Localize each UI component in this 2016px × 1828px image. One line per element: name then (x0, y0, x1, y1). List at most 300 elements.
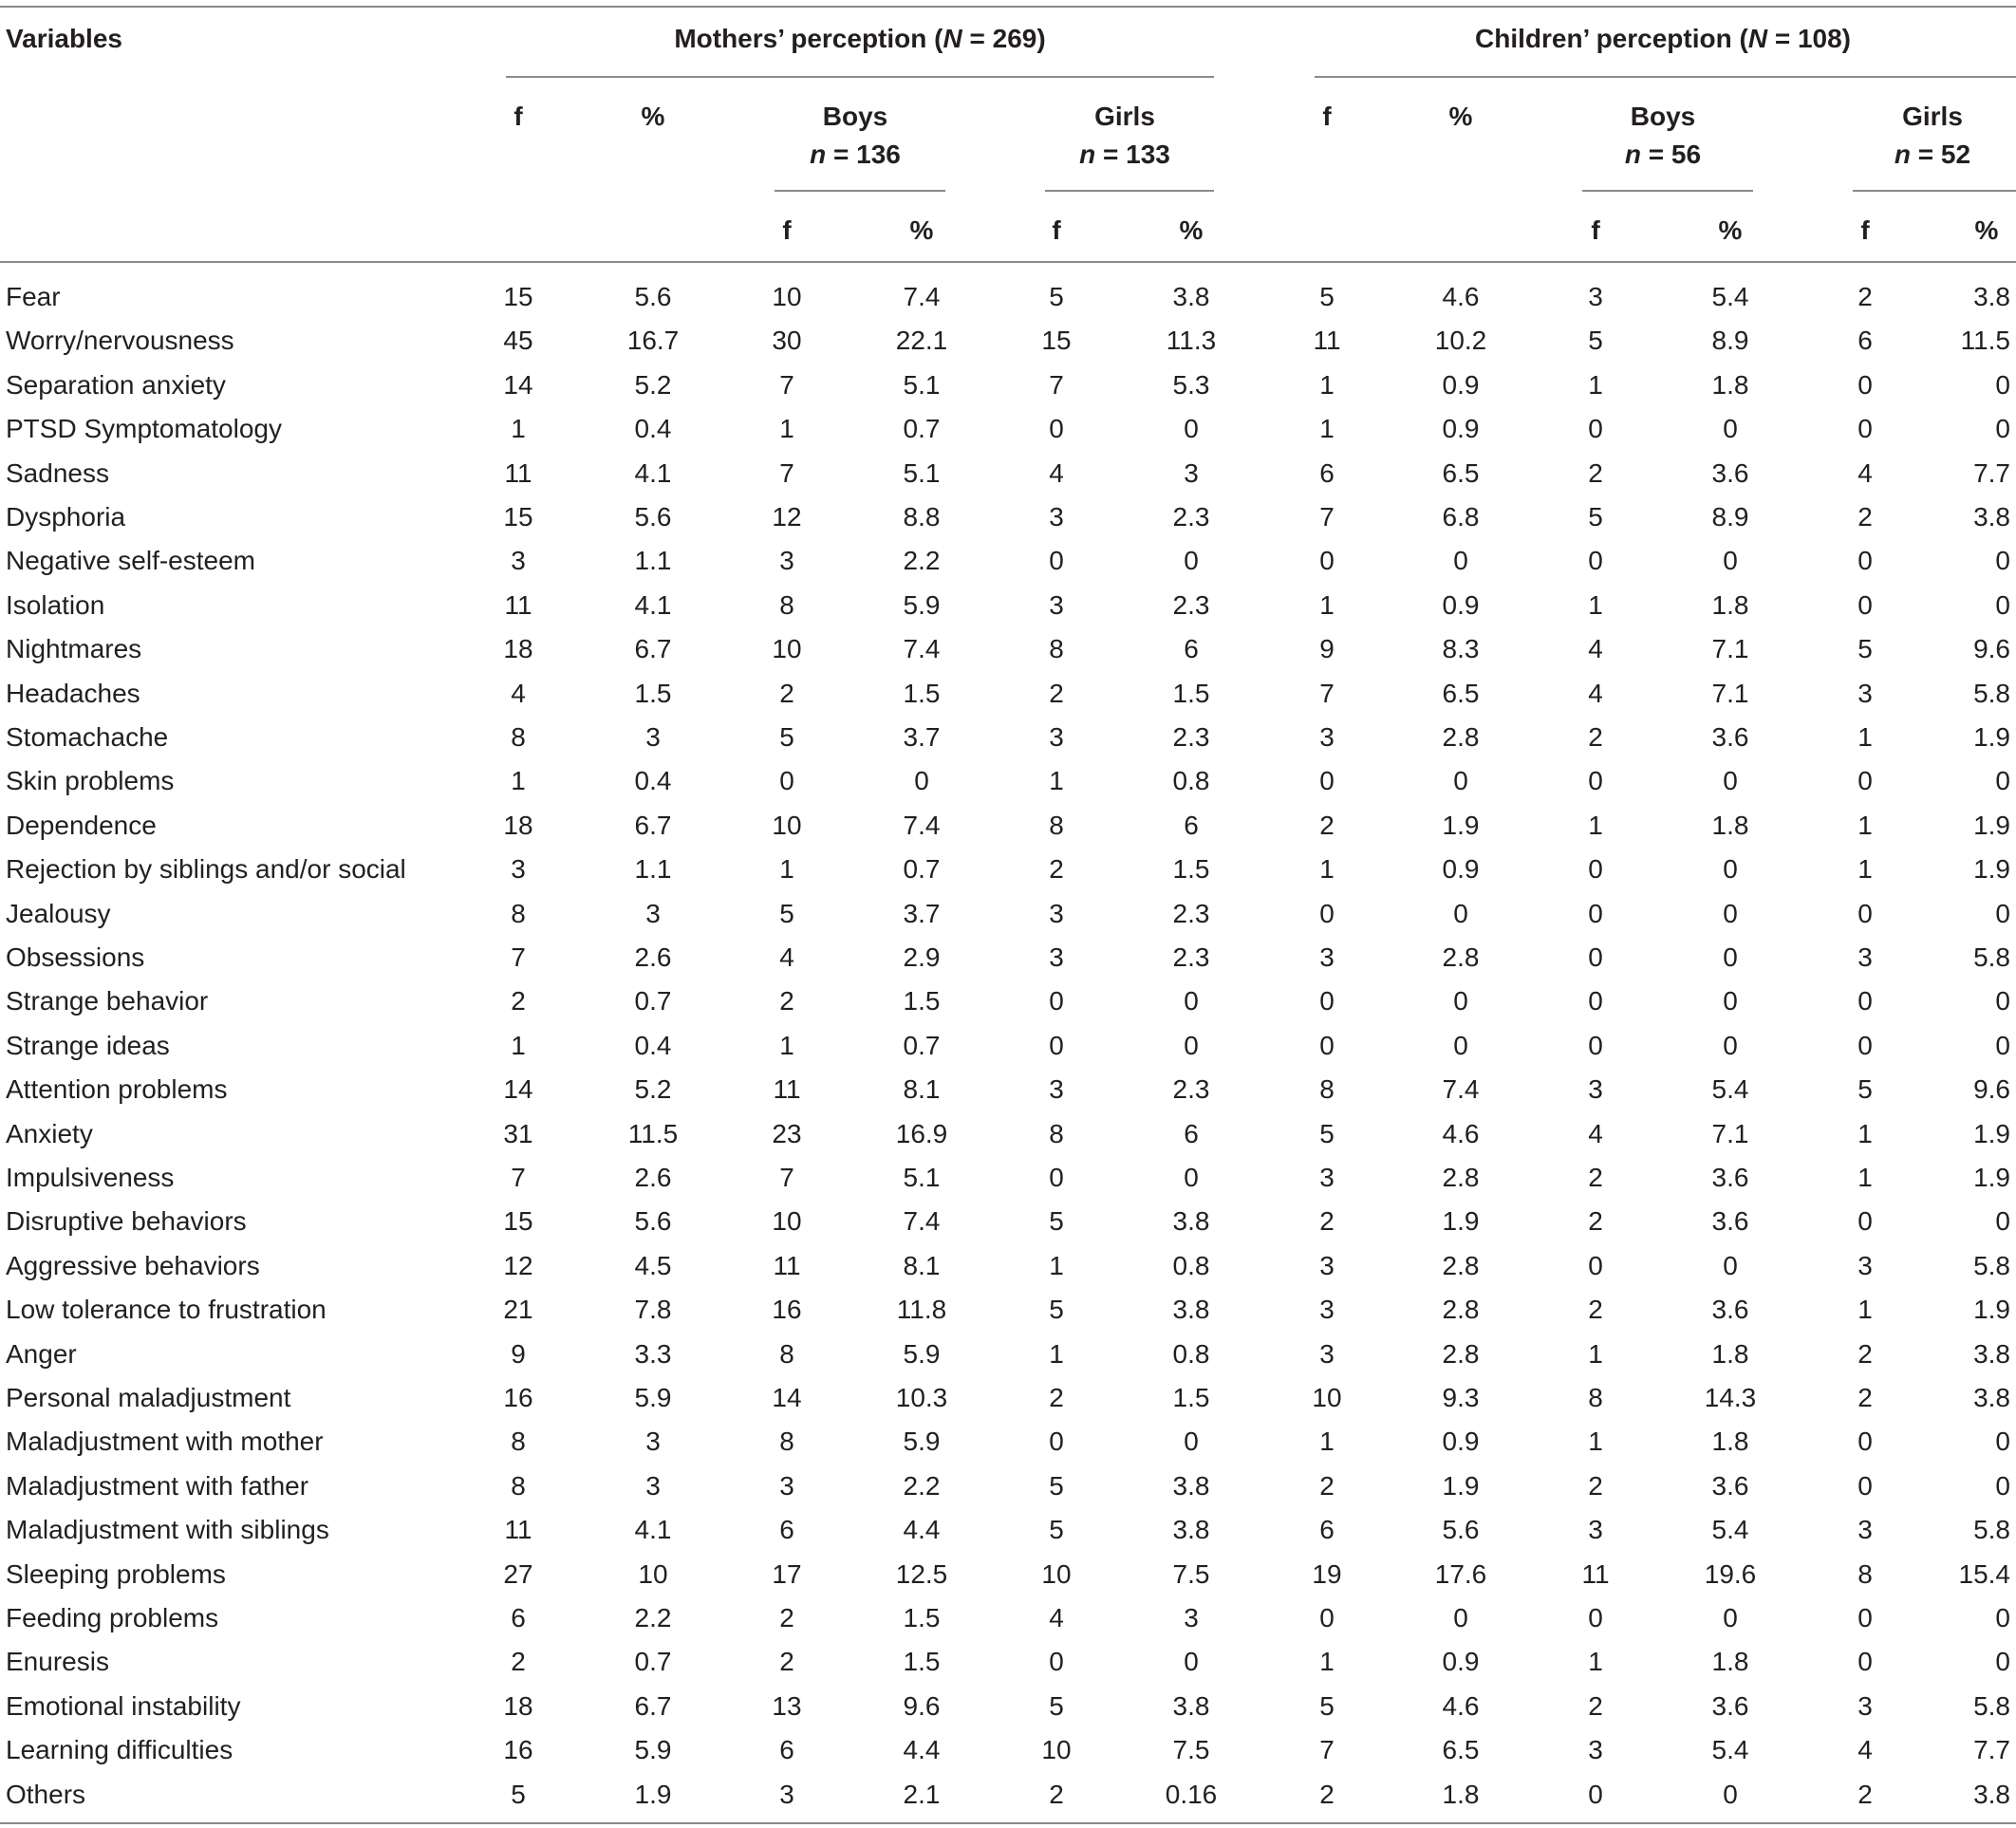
cell-children-f: 3 (1319, 942, 1335, 972)
cell-mothers-boys-pct: 10.3 (895, 1383, 948, 1412)
cell-mothers-boys-pct: 2.9 (903, 942, 941, 972)
mothers-pct-header: % (641, 102, 665, 131)
cell-children-girls-f: 1 (1857, 1118, 1873, 1148)
cell-mothers-girls-f: 2 (1049, 854, 1064, 885)
cell-mothers-pct: 1.5 (634, 678, 672, 708)
mothers-girls-pct-header: % (1179, 215, 1204, 245)
cell-children-pct: 0 (1453, 1030, 1468, 1060)
cell-children-boys-pct: 0 (1723, 1030, 1738, 1060)
cell-mothers-f: 18 (503, 1690, 533, 1721)
cell-children-girls-pct: 0 (1995, 1030, 2010, 1060)
cell-mothers-boys-f: 4 (779, 942, 794, 972)
cell-mothers-girls-pct: 3.8 (1172, 1206, 1210, 1237)
cell-mothers-pct: 5.6 (634, 1206, 672, 1237)
cell-children-f: 0 (1319, 1603, 1335, 1632)
table-row (0, 364, 2016, 407)
cell-mothers-f: 15 (503, 282, 533, 311)
cell-mothers-girls-f: 3 (1049, 898, 1064, 928)
cell-children-girls-pct: 0 (1995, 1603, 2010, 1632)
cell-children-girls-f: 0 (1857, 589, 1873, 620)
cell-mothers-girls-pct: 2.3 (1172, 898, 1210, 928)
cell-mothers-boys-pct: 0 (914, 766, 929, 796)
cell-children-girls-f: 3 (1857, 1690, 1873, 1721)
children-f-header: f (1322, 102, 1332, 131)
cell-mothers-boys-f: 16 (772, 1295, 802, 1325)
table-bottom-rule (0, 1822, 2016, 1824)
cell-mothers-girls-pct: 3 (1184, 457, 1199, 488)
cell-mothers-girls-pct: 0 (1184, 414, 1199, 444)
cell-children-boys-f: 2 (1588, 722, 1603, 752)
cell-mothers-pct: 10 (638, 1558, 668, 1589)
cell-mothers-girls-pct: 3.8 (1172, 282, 1210, 311)
cell-mothers-boys-pct: 3.7 (903, 722, 941, 752)
cell-children-girls-f: 5 (1857, 1074, 1873, 1105)
cell-children-pct: 0 (1453, 546, 1468, 576)
cell-children-boys-pct: 3.6 (1711, 1295, 1749, 1325)
cell-mothers-girls-f: 1 (1049, 1250, 1064, 1280)
cell-mothers-girls-pct: 3.8 (1172, 1690, 1210, 1721)
cell-mothers-f: 21 (503, 1295, 533, 1325)
cell-mothers-boys-f: 5 (779, 722, 794, 752)
cell-mothers-boys-f: 17 (772, 1558, 802, 1589)
row-label: PTSD Symptomatology (6, 414, 282, 444)
cell-children-boys-f: 1 (1588, 1427, 1603, 1457)
cell-children-pct: 0.9 (1442, 369, 1480, 400)
cell-children-boys-pct: 7.1 (1711, 1118, 1749, 1148)
cell-mothers-girls-f: 3 (1049, 942, 1064, 972)
cell-mothers-girls-pct: 2.3 (1172, 942, 1210, 972)
cell-mothers-girls-pct: 0 (1184, 1427, 1199, 1457)
cell-children-boys-pct: 5.4 (1711, 1074, 1749, 1105)
cell-mothers-boys-f: 10 (772, 282, 802, 311)
cell-mothers-girls-f: 4 (1049, 457, 1064, 488)
cell-children-f: 1 (1319, 1647, 1335, 1677)
cell-mothers-girls-pct: 11.3 (1166, 326, 1217, 356)
cell-mothers-girls-pct: 6 (1184, 810, 1199, 840)
cell-mothers-f: 7 (511, 1163, 526, 1192)
cell-children-f: 3 (1319, 1250, 1335, 1280)
cell-mothers-f: 27 (503, 1558, 533, 1589)
cell-mothers-pct: 3 (645, 1427, 661, 1457)
variables-header: Variables (6, 24, 122, 53)
cell-children-boys-f: 1 (1588, 810, 1603, 840)
cell-children-pct: 6.8 (1442, 502, 1480, 532)
cell-mothers-girls-f: 1 (1049, 766, 1064, 796)
cell-children-girls-f: 0 (1857, 369, 1873, 400)
cell-mothers-pct: 6.7 (634, 1690, 672, 1721)
cell-children-girls-pct: 0 (1995, 414, 2010, 444)
cell-children-girls-pct: 3.8 (1973, 502, 2010, 532)
row-label: Attention problems (6, 1074, 228, 1105)
cell-children-girls-pct: 0 (1995, 546, 2010, 576)
cell-mothers-boys-pct: 5.1 (903, 457, 941, 488)
cell-mothers-f: 31 (503, 1118, 533, 1148)
table-row (0, 716, 2016, 759)
table-row (0, 275, 2016, 319)
cell-children-pct: 6.5 (1442, 678, 1480, 708)
cell-mothers-girls-f: 8 (1049, 810, 1064, 840)
cell-children-f: 0 (1319, 986, 1335, 1017)
cell-children-girls-pct: 5.8 (1973, 1690, 2010, 1721)
cell-children-f: 1 (1319, 414, 1335, 444)
cell-children-f: 19 (1312, 1558, 1342, 1589)
row-label: Isolation (6, 589, 105, 620)
cell-children-girls-f: 8 (1857, 1558, 1873, 1589)
cell-mothers-pct: 5.6 (634, 502, 672, 532)
row-label: Dysphoria (6, 502, 126, 532)
cell-mothers-pct: 7.8 (634, 1295, 672, 1325)
cell-children-f: 5 (1319, 1690, 1335, 1721)
cell-children-boys-f: 2 (1588, 1295, 1603, 1325)
cell-children-f: 3 (1319, 1338, 1335, 1369)
cell-mothers-boys-f: 10 (772, 634, 802, 664)
cell-mothers-girls-pct: 2.3 (1172, 1074, 1210, 1105)
cell-mothers-girls-pct: 0 (1184, 546, 1199, 576)
cell-children-boys-f: 1 (1588, 369, 1603, 400)
row-label: Skin problems (6, 766, 175, 796)
cell-children-boys-pct: 1.8 (1711, 369, 1749, 400)
cell-mothers-boys-pct: 11.8 (896, 1295, 947, 1325)
cell-children-boys-pct: 0 (1723, 1779, 1738, 1809)
cell-mothers-girls-pct: 0 (1184, 1030, 1199, 1060)
table-row (0, 979, 2016, 1023)
cell-mothers-boys-f: 8 (779, 1427, 794, 1457)
cell-children-girls-f: 2 (1857, 1383, 1873, 1412)
cell-children-pct: 0.9 (1442, 414, 1480, 444)
cell-children-girls-f: 0 (1857, 1206, 1873, 1237)
cell-children-pct: 0 (1453, 898, 1468, 928)
cell-mothers-girls-f: 2 (1049, 1779, 1064, 1809)
cell-mothers-boys-pct: 4.4 (903, 1735, 941, 1765)
table-row (0, 1112, 2016, 1156)
cell-mothers-f: 11 (504, 589, 532, 620)
children-girls-f-header: f (1860, 215, 1870, 245)
cell-children-f: 0 (1319, 898, 1335, 928)
row-label: Others (6, 1779, 86, 1809)
cell-children-pct: 5.6 (1442, 1515, 1480, 1545)
cell-mothers-f: 11 (504, 457, 532, 488)
row-label: Enuresis (6, 1647, 109, 1677)
table-row (0, 1640, 2016, 1684)
table-row (0, 1288, 2016, 1332)
cell-children-boys-pct: 0 (1723, 766, 1738, 796)
cell-mothers-boys-pct: 2.1 (903, 1779, 941, 1809)
cell-children-boys-f: 0 (1588, 854, 1603, 885)
table-row (0, 452, 2016, 495)
cell-children-boys-f: 2 (1588, 1470, 1603, 1501)
cell-mothers-boys-f: 14 (772, 1383, 802, 1412)
cell-children-girls-pct: 15.4 (1958, 1558, 2010, 1589)
cell-children-boys-f: 0 (1588, 1779, 1603, 1809)
cell-children-girls-pct: 1.9 (1973, 810, 2010, 840)
cell-mothers-boys-f: 7 (779, 369, 794, 400)
cell-children-boys-f: 0 (1588, 898, 1603, 928)
cell-children-f: 7 (1319, 1735, 1335, 1765)
cell-mothers-boys-pct: 7.4 (903, 282, 941, 311)
cell-mothers-boys-f: 10 (772, 1206, 802, 1237)
cell-mothers-boys-pct: 1.5 (903, 1603, 941, 1632)
children-boys-pct-header: % (1718, 215, 1743, 245)
row-label: Feeding problems (6, 1603, 219, 1632)
mothers-boys-n: n = 136 (810, 140, 901, 169)
cell-children-girls-f: 6 (1857, 326, 1873, 356)
table-row (0, 1156, 2016, 1200)
cell-mothers-boys-pct: 3.7 (903, 898, 941, 928)
cell-mothers-boys-pct: 5.1 (903, 369, 941, 400)
row-label: Dependence (6, 810, 157, 840)
cell-mothers-pct: 0.4 (634, 1030, 672, 1060)
table-row (0, 1773, 2016, 1817)
cell-mothers-f: 8 (511, 1470, 526, 1501)
cell-children-f: 9 (1319, 634, 1335, 664)
cell-mothers-girls-pct: 6 (1184, 634, 1199, 664)
cell-children-girls-pct: 9.6 (1973, 1074, 2010, 1105)
row-label: Fear (6, 282, 61, 311)
cell-mothers-f: 45 (503, 326, 533, 356)
cell-mothers-girls-pct: 6 (1184, 1118, 1199, 1148)
cell-mothers-pct: 5.2 (634, 369, 672, 400)
cell-children-boys-f: 0 (1588, 986, 1603, 1017)
cell-children-boys-pct: 8.9 (1711, 326, 1749, 356)
cell-mothers-girls-f: 5 (1049, 1515, 1064, 1545)
cell-mothers-f: 1 (511, 766, 526, 796)
cell-mothers-girls-pct: 2.3 (1172, 502, 1210, 532)
cell-mothers-boys-pct: 0.7 (903, 414, 941, 444)
header-bottom-rule (0, 261, 2016, 263)
cell-children-girls-pct: 0 (1995, 766, 2010, 796)
row-label: Maladjustment with mother (6, 1427, 324, 1457)
cell-mothers-pct: 5.6 (634, 282, 672, 311)
cell-children-f: 1 (1319, 589, 1335, 620)
cell-children-pct: 2.8 (1442, 942, 1480, 972)
cell-children-girls-f: 4 (1857, 1735, 1873, 1765)
cell-children-girls-f: 3 (1857, 1250, 1873, 1280)
cell-mothers-girls-f: 0 (1049, 1030, 1064, 1060)
cell-children-boys-pct: 0 (1723, 1250, 1738, 1280)
cell-children-pct: 8.3 (1442, 634, 1480, 664)
cell-mothers-pct: 2.6 (634, 1163, 672, 1192)
cell-children-girls-f: 1 (1857, 722, 1873, 752)
cell-children-boys-f: 5 (1588, 502, 1603, 532)
cell-children-boys-pct: 5.4 (1711, 1515, 1749, 1545)
cell-children-girls-pct: 1.9 (1973, 722, 2010, 752)
cell-children-pct: 4.6 (1442, 1118, 1480, 1148)
cell-mothers-boys-pct: 2.2 (903, 1470, 941, 1501)
cell-mothers-girls-f: 0 (1049, 986, 1064, 1017)
cell-mothers-pct: 5.9 (634, 1383, 672, 1412)
cell-children-girls-f: 0 (1857, 1603, 1873, 1632)
cell-mothers-girls-f: 10 (1041, 1558, 1072, 1589)
cell-mothers-girls-pct: 3.8 (1172, 1295, 1210, 1325)
children-boys-rule (1582, 190, 1753, 192)
cell-mothers-girls-pct: 0 (1184, 986, 1199, 1017)
table-row (0, 936, 2016, 979)
cell-mothers-pct: 0.4 (634, 766, 672, 796)
cell-children-boys-pct: 5.4 (1711, 282, 1749, 311)
cell-mothers-pct: 6.7 (634, 810, 672, 840)
cell-children-boys-pct: 0 (1723, 414, 1738, 444)
cell-children-girls-f: 0 (1857, 1470, 1873, 1501)
cell-mothers-girls-f: 3 (1049, 722, 1064, 752)
cell-mothers-boys-pct: 7.4 (903, 1206, 941, 1237)
cell-children-girls-f: 0 (1857, 546, 1873, 576)
cell-children-f: 3 (1319, 722, 1335, 752)
mothers-boys-rule (775, 190, 945, 192)
cell-children-pct: 0.9 (1442, 1647, 1480, 1677)
cell-mothers-boys-f: 8 (779, 1338, 794, 1369)
cell-mothers-f: 6 (511, 1603, 526, 1632)
cell-mothers-f: 9 (511, 1338, 526, 1369)
children-boys-f-header: f (1591, 215, 1600, 245)
cell-children-girls-pct: 7.7 (1973, 1735, 2010, 1765)
cell-children-girls-f: 1 (1857, 1163, 1873, 1192)
cell-children-boys-f: 3 (1588, 1515, 1603, 1545)
cell-children-girls-pct: 5.8 (1973, 1515, 2010, 1545)
cell-mothers-pct: 0.7 (634, 986, 672, 1017)
cell-mothers-girls-pct: 3.8 (1172, 1470, 1210, 1501)
cell-mothers-girls-f: 1 (1049, 1338, 1064, 1369)
mothers-boys-pct-header: % (909, 215, 934, 245)
row-label: Learning difficulties (6, 1735, 233, 1765)
cell-children-pct: 0.9 (1442, 854, 1480, 885)
cell-mothers-boys-f: 13 (772, 1690, 802, 1721)
cell-children-f: 7 (1319, 502, 1335, 532)
cell-children-pct: 17.6 (1434, 1558, 1487, 1589)
cell-mothers-pct: 4.1 (634, 457, 672, 488)
cell-children-pct: 0 (1453, 1603, 1468, 1632)
cell-mothers-boys-pct: 1.5 (903, 678, 941, 708)
cell-children-boys-pct: 7.1 (1711, 678, 1749, 708)
cell-children-boys-pct: 3.6 (1711, 457, 1749, 488)
row-label: Negative self-esteem (6, 546, 256, 576)
cell-mothers-pct: 2.2 (634, 1603, 672, 1632)
cell-mothers-girls-pct: 0 (1184, 1163, 1199, 1192)
row-label: Strange ideas (6, 1030, 170, 1060)
cell-mothers-pct: 3 (645, 1470, 661, 1501)
cell-children-girls-f: 0 (1857, 986, 1873, 1017)
mothers-boys-header: Boys (822, 102, 888, 131)
cell-children-boys-f: 3 (1588, 1735, 1603, 1765)
cell-mothers-boys-pct: 22.1 (895, 326, 948, 356)
cell-children-girls-f: 0 (1857, 1647, 1873, 1677)
cell-children-f: 8 (1319, 1074, 1335, 1105)
cell-mothers-pct: 4.5 (634, 1250, 672, 1280)
mothers-perception-header: Mothers’ perception (N = 269) (674, 24, 1046, 53)
cell-children-pct: 10.2 (1434, 326, 1487, 356)
cell-children-boys-pct: 8.9 (1711, 502, 1749, 532)
cell-mothers-f: 3 (511, 546, 526, 576)
cell-mothers-boys-f: 12 (772, 502, 802, 532)
cell-mothers-boys-f: 11 (773, 1074, 801, 1105)
cell-children-pct: 0 (1453, 986, 1468, 1017)
cell-children-boys-f: 1 (1588, 589, 1603, 620)
mothers-girls-rule (1045, 190, 1214, 192)
table-row (0, 1420, 2016, 1464)
cell-mothers-boys-pct: 0.7 (903, 1030, 941, 1060)
cell-mothers-pct: 6.7 (634, 634, 672, 664)
cell-mothers-f: 14 (503, 369, 533, 400)
cell-children-girls-pct: 0 (1995, 1470, 2010, 1501)
cell-mothers-f: 1 (511, 414, 526, 444)
row-label: Low tolerance to frustration (6, 1295, 327, 1325)
cell-mothers-pct: 0.7 (634, 1647, 672, 1677)
cell-children-girls-pct: 5.8 (1973, 1250, 2010, 1280)
cell-mothers-pct: 16.7 (626, 326, 680, 356)
cell-children-girls-pct: 1.9 (1973, 1118, 2010, 1148)
cell-mothers-girls-pct: 3 (1184, 1603, 1199, 1632)
cell-children-girls-f: 3 (1857, 1515, 1873, 1545)
cell-mothers-boys-f: 3 (779, 1470, 794, 1501)
cell-mothers-girls-f: 2 (1049, 678, 1064, 708)
cell-mothers-girls-f: 5 (1049, 1206, 1064, 1237)
cell-mothers-boys-pct: 8.8 (903, 502, 941, 532)
cell-children-pct: 0 (1453, 766, 1468, 796)
table-row (0, 1376, 2016, 1420)
row-label: Impulsiveness (6, 1163, 175, 1192)
cell-children-girls-f: 0 (1857, 414, 1873, 444)
row-label: Maladjustment with siblings (6, 1515, 329, 1545)
cell-mothers-girls-pct: 2.3 (1172, 722, 1210, 752)
cell-children-boys-pct: 19.6 (1704, 1558, 1757, 1589)
cell-children-pct: 2.8 (1442, 722, 1480, 752)
row-label: Obsessions (6, 942, 145, 972)
cell-mothers-pct: 3 (645, 898, 661, 928)
cell-children-girls-pct: 0 (1995, 986, 2010, 1017)
cell-children-f: 0 (1319, 546, 1335, 576)
cell-mothers-pct: 5.2 (634, 1074, 672, 1105)
mothers-f-header: f (513, 102, 523, 131)
table-row (0, 1728, 2016, 1772)
cell-children-girls-pct: 1.9 (1973, 1295, 2010, 1325)
cell-children-girls-f: 0 (1857, 1030, 1873, 1060)
cell-children-girls-pct: 7.7 (1973, 457, 2010, 488)
cell-children-f: 5 (1319, 1118, 1335, 1148)
cell-mothers-f: 8 (511, 722, 526, 752)
mothers-span-rule (506, 76, 1214, 78)
cell-mothers-f: 15 (503, 1206, 533, 1237)
cell-mothers-girls-f: 5 (1049, 1295, 1064, 1325)
cell-mothers-f: 18 (503, 810, 533, 840)
cell-children-boys-f: 2 (1588, 457, 1603, 488)
cell-mothers-girls-f: 8 (1049, 1118, 1064, 1148)
cell-mothers-boys-pct: 9.6 (903, 1690, 941, 1721)
cell-children-f: 2 (1319, 1206, 1335, 1237)
cell-mothers-boys-pct: 7.4 (903, 810, 941, 840)
cell-children-girls-pct: 11.5 (1960, 326, 2010, 356)
cell-children-girls-pct: 1.9 (1973, 854, 2010, 885)
table-row (0, 892, 2016, 936)
cell-mothers-girls-pct: 0.8 (1172, 1338, 1210, 1369)
cell-mothers-boys-pct: 8.1 (903, 1250, 941, 1280)
cell-children-pct: 0.9 (1442, 1427, 1480, 1457)
row-label: Sleeping problems (6, 1558, 226, 1589)
cell-mothers-boys-pct: 2.2 (903, 546, 941, 576)
cell-mothers-boys-f: 2 (779, 986, 794, 1017)
cell-children-girls-pct: 5.8 (1973, 678, 2010, 708)
cell-mothers-boys-pct: 0.7 (903, 854, 941, 885)
cell-mothers-girls-pct: 3.8 (1172, 1515, 1210, 1545)
cell-mothers-boys-f: 6 (779, 1515, 794, 1545)
cell-children-girls-pct: 0 (1995, 1206, 2010, 1237)
cell-children-girls-pct: 3.8 (1973, 282, 2010, 311)
cell-mothers-boys-f: 2 (779, 1647, 794, 1677)
cell-children-pct: 2.8 (1442, 1250, 1480, 1280)
cell-mothers-girls-f: 8 (1049, 634, 1064, 664)
table-row (0, 627, 2016, 671)
cell-children-boys-f: 2 (1588, 1206, 1603, 1237)
cell-mothers-boys-f: 7 (779, 1163, 794, 1192)
cell-mothers-pct: 1.9 (634, 1779, 672, 1809)
